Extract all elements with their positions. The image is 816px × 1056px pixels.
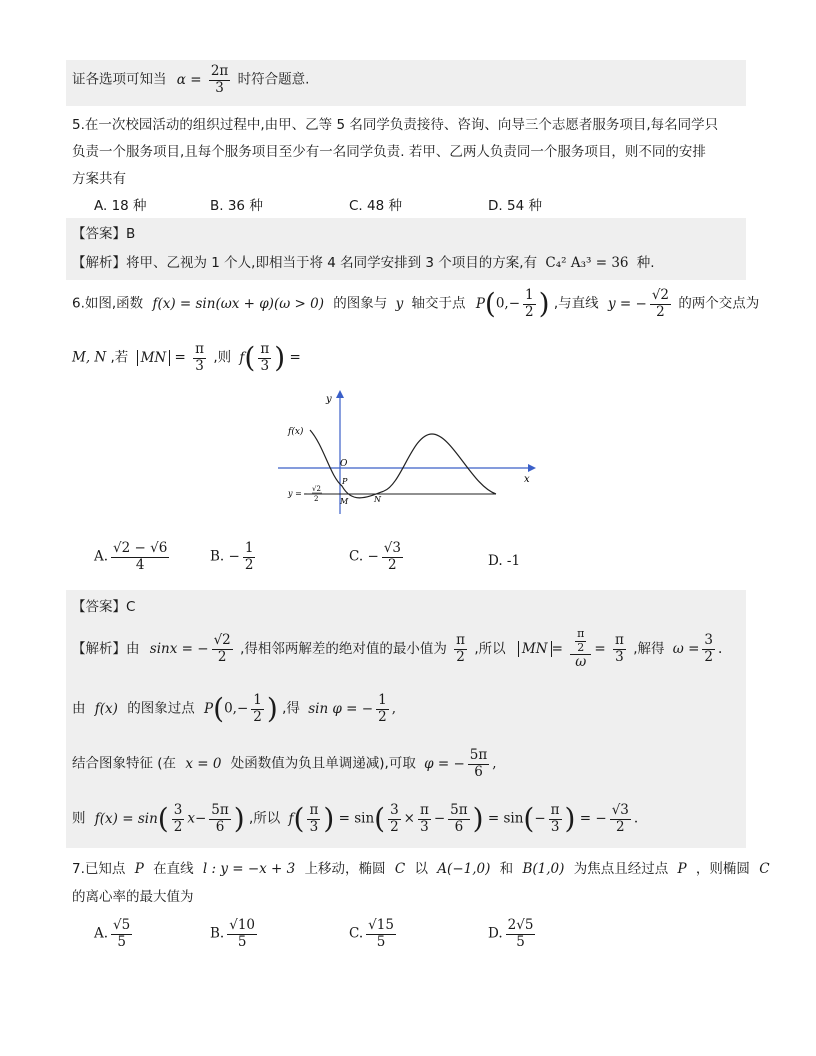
q6-analysis-line1: 【解析】由 sinx = − $\frac{√2}{2}$ ,得相邻两解差的绝对值的最小值为 $\frac{\pi}{2}$ ,所以 MN = $\frac{\frac{\pi}{2}}{\omega}$ = $\frac{\pi}{3}$ ,解得 ω = $\frac{3}{2}$ .	[72, 627, 723, 671]
line-label-num: √2	[312, 485, 321, 493]
x-axis	[278, 464, 536, 472]
q6-analysis-line2: 由 f(x) 的图象过点 P(0,− $\frac{1}{2}$ ) ,得 sin φ = − $\frac{1}{2}$ ,	[72, 692, 396, 726]
top-line	[72, 64, 309, 96]
y-label: y	[326, 394, 332, 405]
q5-line1: 5.在一次校园活动的组织过程中,由甲、乙等 5 名同学负责接待、咨询、向导三个志愿者服务项目,每名同学只	[72, 117, 719, 133]
q6-option-d: D. -1	[488, 553, 521, 569]
q6-analysis-line3: 结合图象特征 (在 x = 0 处函数值为负且单调递减),可取 φ = − $\frac{5\pi}{6}$ ,	[72, 747, 497, 780]
q6-option-a: A. $\frac{√2 - √6}{4}$	[94, 540, 168, 573]
q5-option-a: A. 18 种	[94, 198, 147, 214]
sine-curve	[310, 430, 496, 498]
q6-answer: 【答案】C	[72, 599, 136, 615]
q7-stem-line2: 的离心率的最大值为	[72, 889, 194, 905]
origin-label: O	[340, 459, 348, 469]
q6-stem-line1: 6.如图,函数 f(x) = sin(ωx + φ)(ω > 0) 的图象与 y 轴交于点 P(0,− $\frac{1}{2}$ ) ,与直线 y = − $\frac{√2}{2}$ 的两个交点为	[72, 287, 760, 321]
line-label-den: 2	[314, 495, 319, 503]
q5-analysis: 【解析】将甲、乙视为 1 个人,即相当于将 4 名同学安排到 3 个项目的方案,有 C₄² A₃³ = 36 种.	[72, 255, 655, 271]
q7-stem-line1: 7.已知点 P 在直线 l : y = −x + 3 上移动，椭圆 C 以 A(−1,0) 和 B(1,0) 为焦点且经过点 P ，则椭圆 C	[72, 861, 770, 877]
q5-line2: 负责一个服务项目,且每个服务项目至少有一名同学负责. 若甲、乙两人负责同一个服务项目，则不同的安排	[72, 144, 706, 160]
top-prefix: 证各选项可知当	[72, 71, 167, 88]
q5-analysis-expr: C₄² A₃³ = 36	[545, 255, 629, 271]
q7-option-a: A. $\frac{√5}{5}$	[94, 917, 131, 950]
q5-answer: 【答案】B	[72, 226, 136, 242]
q6-option-c: C. − $\frac{√3}{2}$	[349, 540, 401, 573]
f-label: f(x)	[288, 427, 304, 437]
q6-function-graph	[274, 386, 544, 516]
q6-stem-line2: M, N ,若 MN = $\frac{\pi}{3}$ ,则 f( $\frac{\pi}{3}$ ) =	[72, 341, 301, 375]
y-axis	[336, 390, 344, 514]
q5-option-c: C. 48 种	[349, 198, 402, 214]
q5-option-b: B. 36 种	[210, 198, 263, 214]
q5-option-d: D. 54 种	[488, 198, 542, 214]
top-suffix: 时符合题意.	[237, 71, 310, 88]
top-expr: α =	[176, 71, 202, 88]
line-label: y = -	[288, 489, 308, 498]
x-label: x	[524, 474, 530, 485]
q6-option-b: B. − $\frac{1}{2}$	[210, 540, 254, 573]
q5-line3: 方案共有	[72, 171, 126, 187]
top-fraction: $\frac{2\pi}{3}$	[210, 63, 229, 96]
n-label: N	[374, 495, 381, 504]
p-label: P	[342, 477, 348, 486]
m-label: M	[340, 497, 349, 506]
q7-option-d: D. $\frac{2√5}{5}$	[488, 917, 534, 950]
q6-analysis-line4: 则 f(x) = sin( $\frac{3}{2}$ x− $\frac{5\pi}{6}$ ) ,所以 f( $\frac{\pi}{3}$ ) = sin( $\frac{3}{2}$ × $\frac{\pi}{3}$ − $\frac{5\pi}{6}$ ) = sin(− $\frac{\pi}{3}$ ) = − $\frac{√3}{2}$ .	[72, 802, 639, 836]
q7-option-b: B. $\frac{√10}{5}$	[210, 917, 255, 950]
q7-option-c: C. $\frac{√15}{5}$	[349, 917, 394, 950]
